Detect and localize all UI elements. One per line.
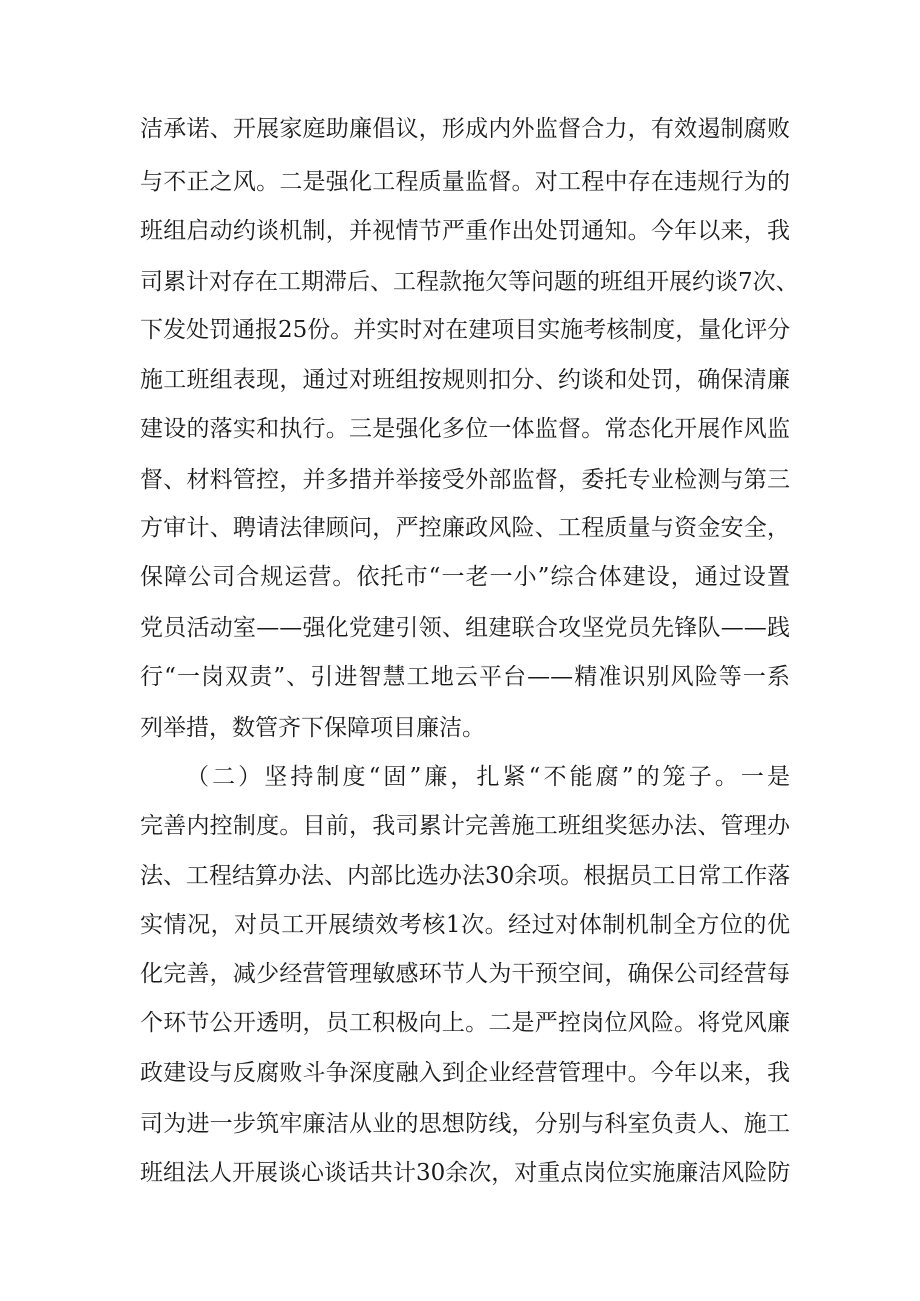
text-line: （二）坚持制度“固”廉，扎紧“不能腐”的笼子。一是: [186, 764, 790, 790]
text-line: 法、工程结算办法、内部比选办法30余项。根据员工日常工作落: [140, 863, 791, 889]
text-line: 政建设与反腐败斗争深度融入到企业经营管理中。今年以来，我: [140, 1060, 790, 1086]
text-line: 班组法人开展谈心谈话共计30余次，对重点岗位实施廉洁风险防: [140, 1160, 791, 1186]
text-line: 个环节公开透明，员工积极向上。二是严控岗位风险。将党风廉: [140, 1010, 790, 1036]
text-line: 施工班组表现，通过对班组按规则扣分、约谈和处罚，确保清廉: [140, 367, 790, 393]
text-line: 实情况，对员工开展绩效考核1次。经过对体制机制全方位的优: [140, 912, 790, 938]
text-line: 建设的落实和执行。三是强化多位一体监督。常态化开展作风监: [140, 416, 790, 442]
text-line: 列举措，数管齐下保障项目廉洁。: [140, 715, 485, 741]
text-line: 司为进一步筑牢廉洁从业的思想防线，分别与科室负责人、施工: [140, 1111, 790, 1137]
text-line: 化完善，减少经营管理敏感环节人为干预空间，确保公司经营每: [140, 961, 790, 987]
text-line: 下发处罚通报25份。并实时对在建项目实施考核制度，量化评分: [140, 317, 791, 343]
text-line: 完善内控制度。目前，我司累计完善施工班组奖惩办法、管理办: [140, 813, 790, 839]
text-line: 党员活动室——强化党建引领、组建联合攻坚党员先锋队——践: [140, 615, 790, 641]
text-line: 保障公司合规运营。依托市“一老一小”综合体建设，通过设置: [140, 564, 790, 590]
text-line: 与不正之风。二是强化工程质量监督。对工程中存在违规行为的: [140, 169, 790, 195]
text-line: 督、材料管控，并多措并举接受外部监督，委托专业检测与第三: [140, 467, 790, 493]
text-line: 行“一岗双责”、引进智慧工地云平台——精准识别风险等一系: [140, 664, 790, 690]
text-line: 方审计、聘请法律顾问，严控廉政风险、工程质量与资金安全，: [140, 515, 790, 541]
text-line: 司累计对存在工期滞后、工程款拖欠等问题的班组开展约谈7次、: [140, 269, 799, 295]
text-line: 洁承诺、开展家庭助廉倡议，形成内外监督合力，有效遏制腐败: [140, 116, 790, 142]
text-line: 班组启动约谈机制，并视情节严重作出处罚通知。今年以来，我: [140, 218, 790, 244]
